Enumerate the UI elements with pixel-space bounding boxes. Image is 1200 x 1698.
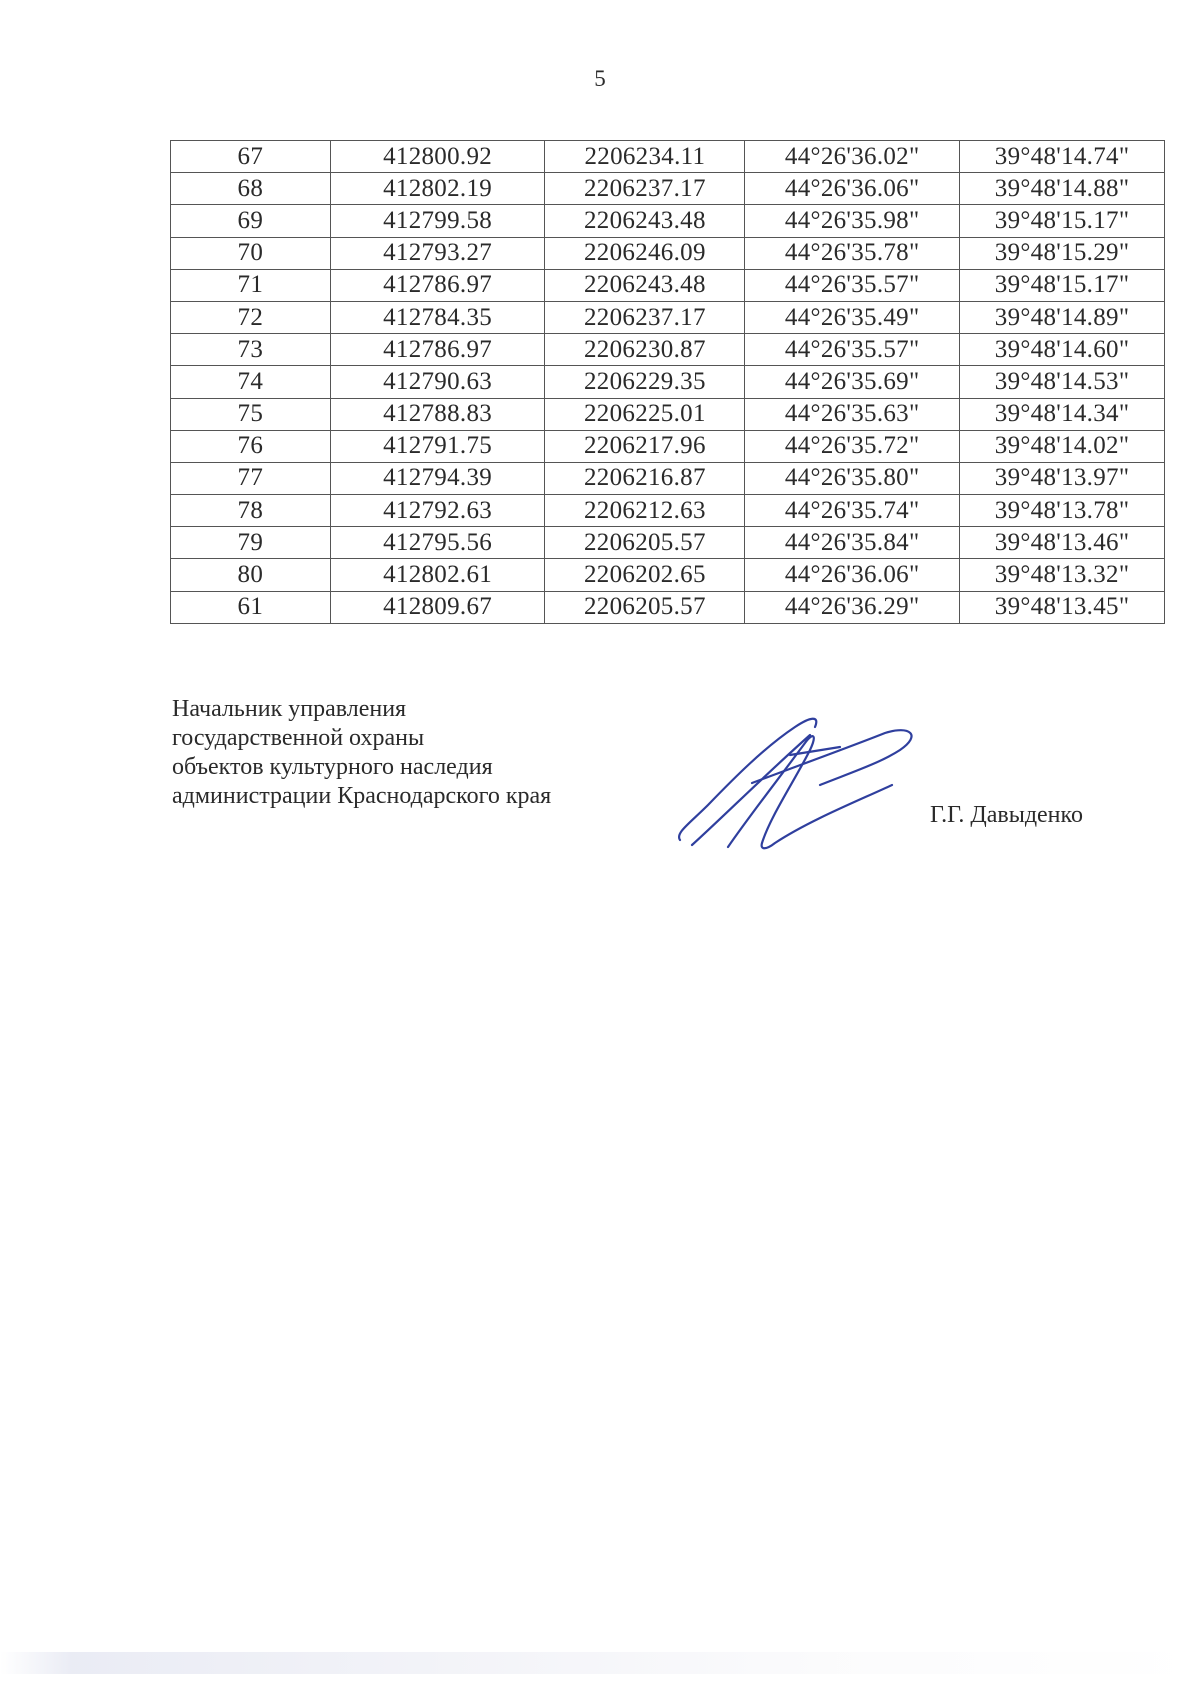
table-row [171, 559, 1165, 591]
table-cell: 2206229.35 [545, 366, 745, 398]
table-cell: 412809.67 [330, 591, 545, 623]
table-cell: 2206246.09 [545, 237, 745, 269]
table-row [171, 301, 1165, 333]
table-cell: 44°26'35.98" [745, 205, 960, 237]
table-cell: 412794.39 [330, 462, 545, 494]
table-cell: 39°48'15.17" [960, 269, 1165, 301]
page-number: 5 [594, 66, 606, 91]
table-cell: 2206205.57 [545, 527, 745, 559]
table-cell: 2206216.87 [545, 462, 745, 494]
table-cell: 412788.83 [330, 398, 545, 430]
table-row [171, 237, 1165, 269]
table-row [171, 495, 1165, 527]
table-cell: 2206212.63 [545, 495, 745, 527]
table-cell: 2206243.48 [545, 269, 745, 301]
table-cell: 61 [171, 591, 331, 623]
table-cell: 67 [171, 141, 331, 173]
table-cell: 79 [171, 527, 331, 559]
table-cell: 412795.56 [330, 527, 545, 559]
table-cell: 76 [171, 430, 331, 462]
signatory-title [172, 695, 551, 811]
table-cell: 77 [171, 462, 331, 494]
table-cell: 412790.63 [330, 366, 545, 398]
table-cell: 44°26'35.57" [745, 334, 960, 366]
table-cell: 74 [171, 366, 331, 398]
table-cell: 44°26'35.74" [745, 495, 960, 527]
table-cell: 44°26'35.72" [745, 430, 960, 462]
signatory-title-line: государственной охраны [172, 725, 425, 751]
table-cell: 44°26'35.69" [745, 366, 960, 398]
table-cell: 44°26'35.80" [745, 462, 960, 494]
table-cell: 44°26'35.84" [745, 527, 960, 559]
table-cell: 39°48'13.45" [960, 591, 1165, 623]
table-cell: 2206234.11 [545, 141, 745, 173]
table-cell: 39°48'14.60" [960, 334, 1165, 366]
table-row [171, 173, 1165, 205]
signatory-title-line: Начальник управления [172, 696, 407, 722]
table-cell: 39°48'14.53" [960, 366, 1165, 398]
table-cell: 412793.27 [330, 237, 545, 269]
table-cell: 412800.92 [330, 141, 545, 173]
table-cell: 75 [171, 398, 331, 430]
table-cell: 39°48'13.32" [960, 559, 1165, 591]
table-row [171, 527, 1165, 559]
scan-streak [0, 1652, 1200, 1674]
table-cell: 44°26'36.06" [745, 559, 960, 591]
table-cell: 68 [171, 173, 331, 205]
table-cell: 39°48'15.29" [960, 237, 1165, 269]
table-cell: 39°48'14.02" [960, 430, 1165, 462]
table-row [171, 269, 1165, 301]
table-row [171, 430, 1165, 462]
table-cell: 44°26'35.78" [745, 237, 960, 269]
table-cell: 39°48'14.88" [960, 173, 1165, 205]
table-cell: 412792.63 [330, 495, 545, 527]
table-cell: 2206202.65 [545, 559, 745, 591]
table-row [171, 334, 1165, 366]
table-cell: 44°26'36.29" [745, 591, 960, 623]
table-cell: 73 [171, 334, 331, 366]
table-cell: 71 [171, 269, 331, 301]
table-cell: 412786.97 [330, 334, 545, 366]
table-row [171, 205, 1165, 237]
signatory-title-line: администрации Краснодарского края [172, 783, 552, 809]
table-cell: 44°26'35.49" [745, 301, 960, 333]
table-cell: 80 [171, 559, 331, 591]
table-cell: 39°48'14.74" [960, 141, 1165, 173]
table-cell: 39°48'13.97" [960, 462, 1165, 494]
table-row [171, 141, 1165, 173]
table-cell: 78 [171, 495, 331, 527]
signatory-title-line: объектов культурного наследия [172, 754, 493, 780]
table-row [171, 591, 1165, 623]
table-cell: 39°48'13.46" [960, 527, 1165, 559]
table-cell: 2206225.01 [545, 398, 745, 430]
table-cell: 2206237.17 [545, 173, 745, 205]
table-cell: 412784.35 [330, 301, 545, 333]
table-cell: 44°26'36.02" [745, 141, 960, 173]
table-cell: 2206243.48 [545, 205, 745, 237]
table-cell: 44°26'36.06" [745, 173, 960, 205]
table-cell: 2206237.17 [545, 301, 745, 333]
table-cell: 39°48'14.89" [960, 301, 1165, 333]
table-cell: 412802.61 [330, 559, 545, 591]
table-cell: 412802.19 [330, 173, 545, 205]
table-cell: 39°48'14.34" [960, 398, 1165, 430]
table-cell: 44°26'35.57" [745, 269, 960, 301]
handwritten-signature [670, 705, 930, 855]
signer-name: Г.Г. Давыденко [930, 802, 1083, 828]
table-cell: 39°48'13.78" [960, 495, 1165, 527]
coordinates-table-body [171, 141, 1165, 624]
table-cell: 2206205.57 [545, 591, 745, 623]
table-row [171, 462, 1165, 494]
table-cell: 412791.75 [330, 430, 545, 462]
coordinates-table [170, 140, 1165, 624]
table-cell: 39°48'15.17" [960, 205, 1165, 237]
table-cell: 69 [171, 205, 331, 237]
table-row [171, 366, 1165, 398]
table-cell: 2206217.96 [545, 430, 745, 462]
table-cell: 72 [171, 301, 331, 333]
table-cell: 2206230.87 [545, 334, 745, 366]
table-cell: 70 [171, 237, 331, 269]
table-cell: 412786.97 [330, 269, 545, 301]
table-cell: 44°26'35.63" [745, 398, 960, 430]
table-row [171, 398, 1165, 430]
table-cell: 412799.58 [330, 205, 545, 237]
